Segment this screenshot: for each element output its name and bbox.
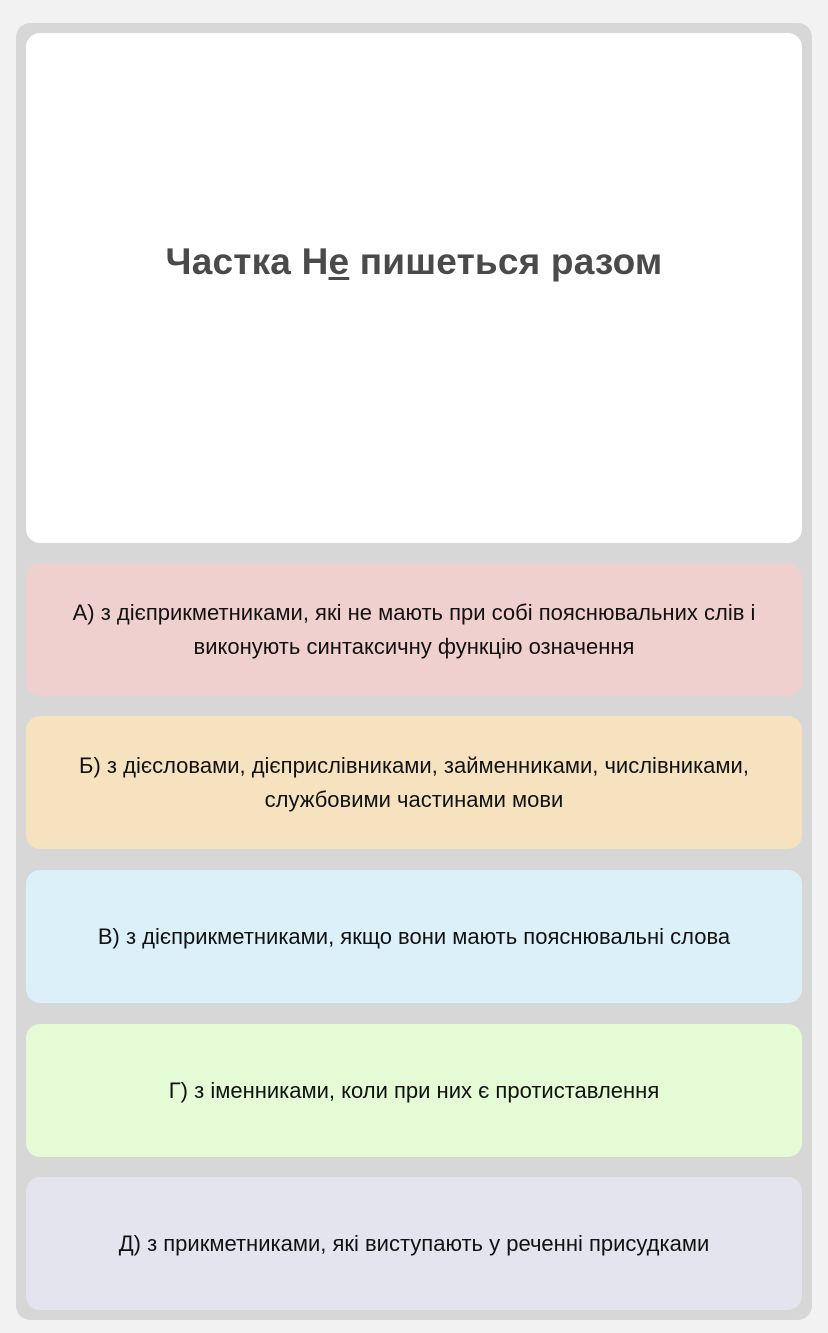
answer-option-d-text: Г) з іменниками, коли при них є протиставлення bbox=[168, 1077, 660, 1103]
question-card bbox=[26, 33, 802, 543]
answer-option-b[interactable] bbox=[26, 716, 802, 849]
question-title bbox=[166, 241, 663, 283]
answer-option-b-text: Б) з дієсловами, дієприслівниками, займенниками, числівниками, службовими частинами мови bbox=[79, 752, 749, 812]
question-title-underlined-letter: е bbox=[328, 241, 350, 282]
answer-option-d[interactable] bbox=[26, 1024, 802, 1157]
answer-option-e[interactable] bbox=[26, 1177, 802, 1310]
answer-option-a[interactable] bbox=[26, 563, 802, 696]
answer-option-c[interactable] bbox=[26, 870, 802, 1003]
question-title-end: пишеться разом bbox=[349, 241, 663, 282]
answer-option-e-text: Д) з прикметниками, які виступають у реченні присудками bbox=[118, 1230, 710, 1256]
answer-option-c-text: В) з дієприкметниками, якщо вони мають пояснювальні слова bbox=[97, 923, 731, 949]
answer-option-a-text: А) з дієприкметниками, які не мають при собі пояснювальних слів і виконують синтаксичну функцію означення bbox=[72, 599, 756, 659]
question-title-start: Частка Н bbox=[165, 241, 329, 282]
quiz-frame bbox=[16, 23, 812, 1320]
